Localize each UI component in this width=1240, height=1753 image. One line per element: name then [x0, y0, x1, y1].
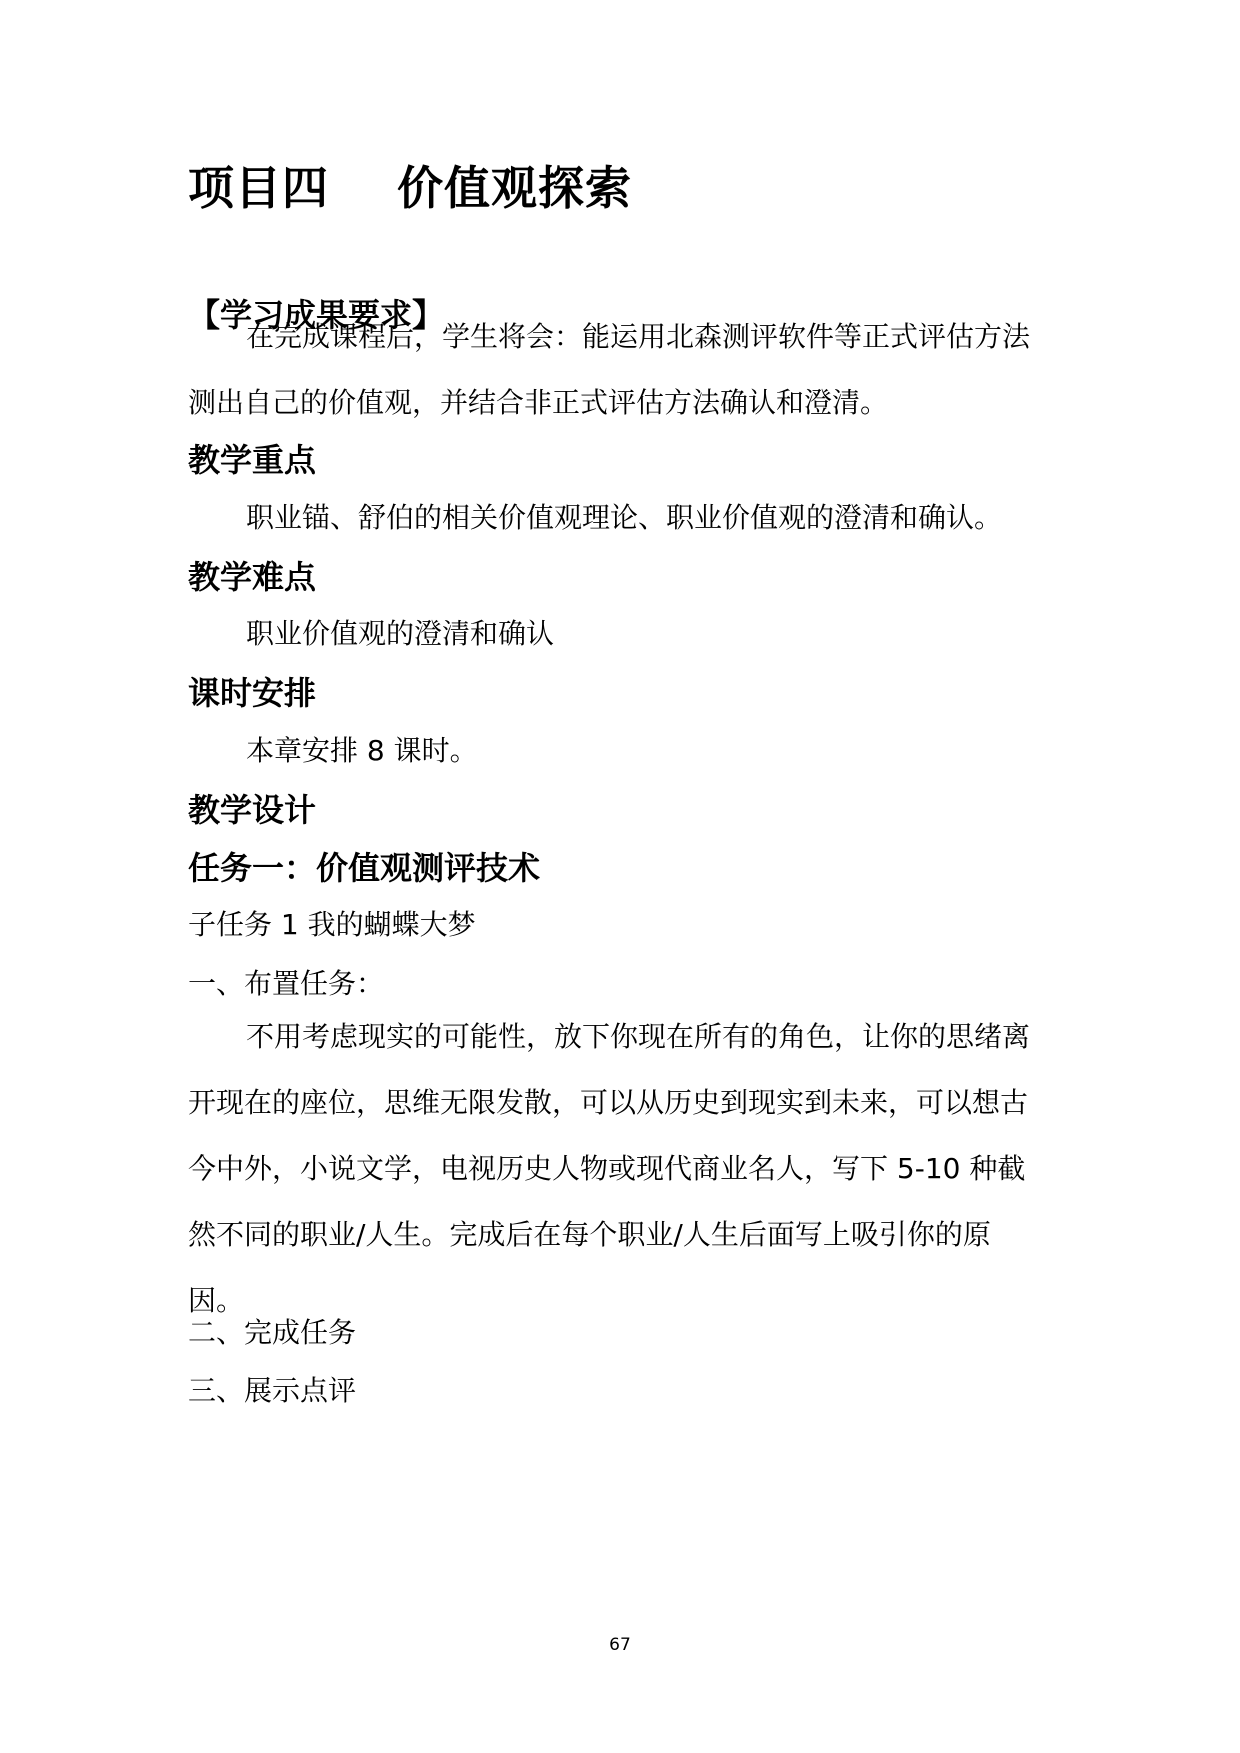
page-title: 项目四 价值观探索: [188, 161, 633, 215]
learning-outcome-line-2: 测出自己的价值观，并结合非正式评估方法确认和澄清。: [188, 386, 889, 419]
subtask-1-title: 子任务 1 我的蝴蝶大梦: [188, 908, 476, 941]
step-2-label: 二、完成任务: [188, 1316, 357, 1349]
teaching-focus-text: 职业锚、舒伯的相关价值观理论、职业价值观的澄清和确认。: [246, 501, 1003, 534]
page-number: 67: [609, 1635, 631, 1655]
task-description-line-2: 开现在的座位，思维无限发散，可以从历史到现实到未来，可以想古: [188, 1086, 1029, 1119]
task-description-line-3: 今中外，小说文学，电视历史人物或现代商业名人，写下 5-10 种截: [188, 1152, 1026, 1185]
step-3-label: 三、展示点评: [188, 1374, 357, 1407]
step-1-label: 一、布置任务：: [188, 967, 385, 1000]
teaching-design-heading: 教学设计: [188, 791, 317, 829]
task-description-line-1: 不用考虑现实的可能性，放下你现在所有的角色，让你的思绪离: [246, 1020, 1031, 1053]
task-description-line-4: 然不同的职业/人生。完成后在每个职业/人生后面写上吸引你的原: [188, 1218, 991, 1251]
teaching-difficulty-heading: 教学难点: [188, 558, 317, 596]
learning-outcome-line-1: 在完成课程后，学生将会：能运用北森测评软件等正式评估方法: [246, 320, 1031, 353]
schedule-text: 本章安排 8 课时。: [246, 734, 478, 767]
schedule-heading: 课时安排: [188, 674, 317, 712]
learning-outcome-text: [188, 304, 1058, 436]
task-description-line-5: 因。: [188, 1284, 245, 1317]
teaching-difficulty-text: 职业价值观的澄清和确认: [246, 617, 555, 650]
teaching-focus-heading: 教学重点: [188, 441, 317, 479]
task-description: [188, 1004, 1058, 1334]
task-1-heading: 任务一：价值观测评技术: [188, 849, 541, 887]
learning-outcome-heading: 【学习成果要求】: [188, 296, 445, 334]
